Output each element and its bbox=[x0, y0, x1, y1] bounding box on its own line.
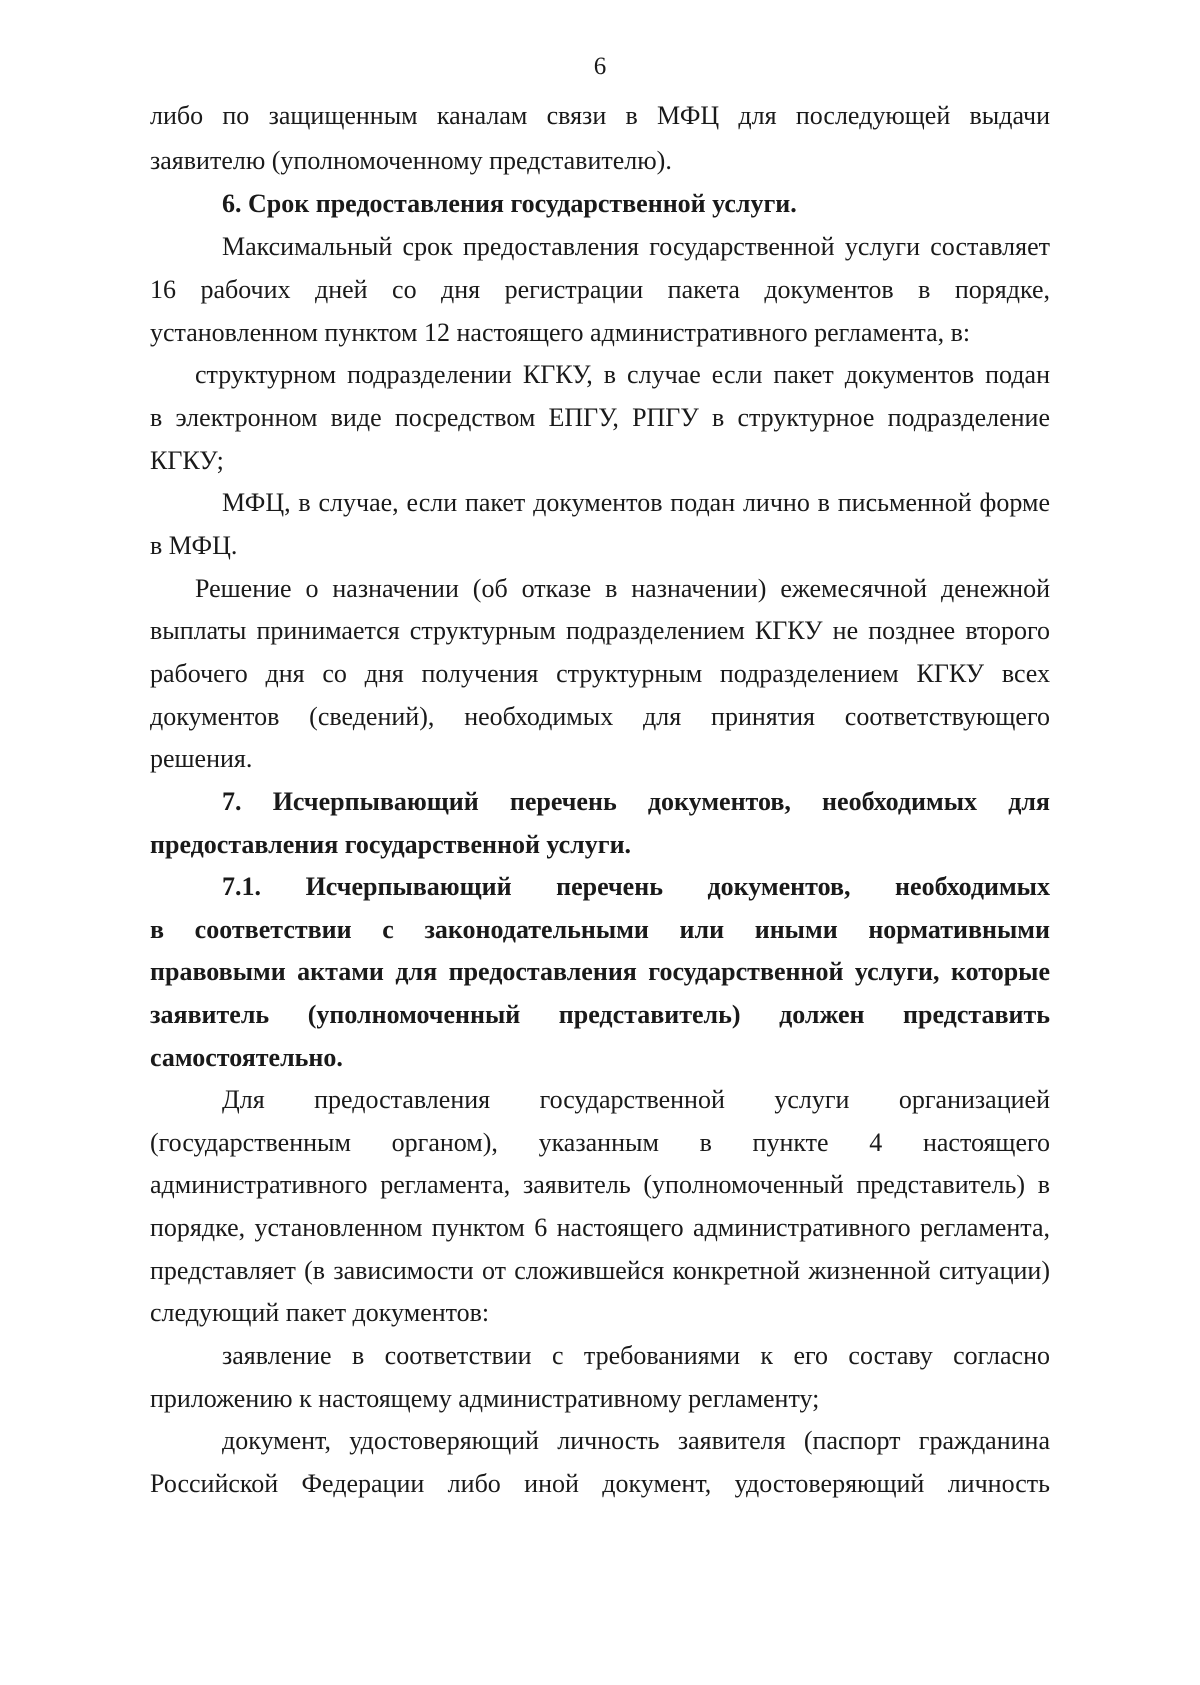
text-line: документов (сведений), необходимых для принятия соответствующего bbox=[150, 702, 1050, 731]
text-line: в МФЦ. bbox=[150, 531, 238, 560]
text-line: Решение о назначении (об отказе в назначении) ежемесячной денежной bbox=[195, 574, 1050, 603]
text-line: документ, удостоверяющий личность заявителя (паспорт гражданина bbox=[222, 1426, 1050, 1455]
text-line: решения. bbox=[150, 744, 253, 773]
text-line: административного регламента, заявитель (уполномоченный представитель) в bbox=[150, 1170, 1050, 1199]
text-line: следующий пакет документов: bbox=[150, 1298, 490, 1327]
section-heading: предоставления государственной услуги. bbox=[150, 830, 632, 859]
text-line: Для предоставления государственной услуги организацией bbox=[222, 1085, 1050, 1114]
section-heading: 7. Исчерпывающий перечень документов, необходимых для bbox=[222, 787, 1050, 816]
text-line: заявителю (уполномоченному представителю). bbox=[150, 146, 672, 175]
text-line: Максимальный срок предоставления государственной услуги составляет bbox=[222, 232, 1050, 261]
section-heading: 6. Срок предоставления государственной услуги. bbox=[222, 189, 797, 218]
text-line: установленном пунктом 12 настоящего административного регламента, в: bbox=[150, 318, 971, 347]
text-line: в электронном виде посредством ЕПГУ, РПГУ в структурное подразделение bbox=[150, 403, 1050, 432]
text-line: Российской Федерации либо иной документ, удостоверяющий личность bbox=[150, 1469, 1050, 1498]
text-line: (государственным органом), указанным в пункте 4 настоящего bbox=[150, 1128, 1050, 1157]
subsection-heading: в соответствии с законодательными или иными нормативными bbox=[150, 915, 1050, 944]
page-number: 6 bbox=[593, 53, 607, 80]
text-line: выплаты принимается структурным подразделением КГКУ не позднее второго bbox=[150, 616, 1050, 645]
text-line: структурном подразделении КГКУ, в случае если пакет документов подан bbox=[195, 360, 1050, 389]
subsection-heading: самостоятельно. bbox=[150, 1043, 343, 1072]
subsection-heading: заявитель (уполномоченный представитель) должен представить bbox=[150, 1000, 1050, 1029]
text-line: либо по защищенным каналам связи в МФЦ для последующей выдачи bbox=[150, 101, 1050, 130]
text-line: порядке, установленном пунктом 6 настоящего административного регламента, bbox=[150, 1213, 1050, 1242]
subsection-heading: правовыми актами для предоставления государственной услуги, которые bbox=[150, 957, 1050, 986]
text-line: заявление в соответствии с требованиями к его составу согласно bbox=[222, 1341, 1050, 1370]
text-line: представляет (в зависимости от сложившейся конкретной жизненной ситуации) bbox=[150, 1256, 1050, 1285]
subsection-heading: 7.1. Исчерпывающий перечень документов, необходимых bbox=[222, 872, 1050, 901]
text-line: приложению к настоящему административному регламенту; bbox=[150, 1384, 820, 1413]
text-line: рабочего дня со дня получения структурным подразделением КГКУ всех bbox=[150, 659, 1050, 688]
text-line: МФЦ, в случае, если пакет документов подан лично в письменной форме bbox=[222, 488, 1050, 517]
text-line: 16 рабочих дней со дня регистрации пакета документов в порядке, bbox=[150, 275, 1050, 304]
text-line: КГКУ; bbox=[150, 446, 224, 475]
